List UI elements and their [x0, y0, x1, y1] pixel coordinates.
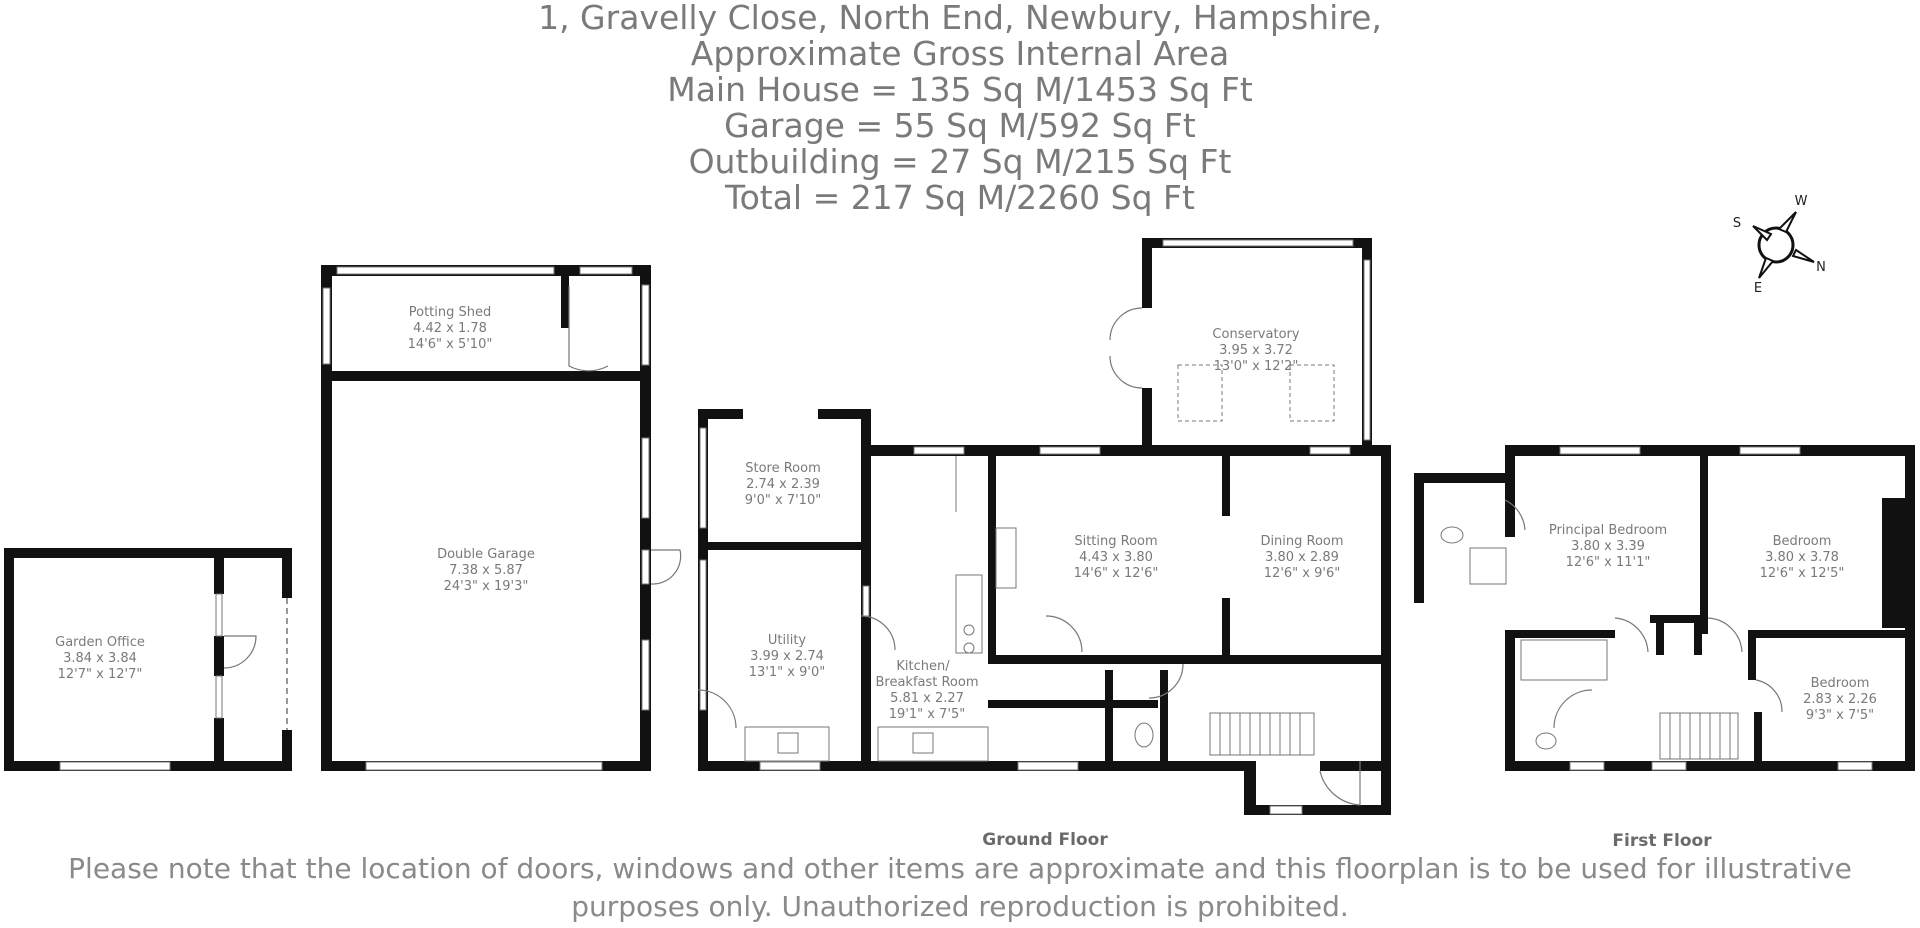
- garden-office-imperial: 12'7" x 12'7": [57, 667, 143, 682]
- outbuilding-area: Outbuilding = 27 Sq M/215 Sq Ft: [688, 142, 1232, 181]
- compass-w-label: W: [1794, 194, 1808, 209]
- kitchen-metric: 5.81 x 2.27: [890, 691, 964, 706]
- bedroom-3-imperial: 9'3" x 7'5": [1805, 708, 1875, 723]
- kitchen-imperial: 19'1" x 7'5": [888, 707, 966, 722]
- sitting-room-label: Sitting Room: [1074, 534, 1158, 549]
- double-garage-label: Double Garage: [437, 547, 535, 562]
- bedroom-2-metric: 3.80 x 3.78: [1765, 550, 1839, 565]
- principal-bedroom-imperial: 12'6" x 11'1": [1565, 555, 1651, 570]
- garden-office-structure: [4, 548, 292, 771]
- double-garage-metric: 7.38 x 5.87: [449, 563, 523, 578]
- compass-s-label: S: [1732, 216, 1742, 231]
- conservatory-metric: 3.95 x 3.72: [1219, 343, 1293, 358]
- garden-office-label: Garden Office: [55, 635, 145, 650]
- ground-floor-label: Ground Floor: [982, 830, 1108, 850]
- dining-room-label: Dining Room: [1260, 534, 1344, 549]
- conservatory-imperial: 13'0" x 12'2": [1213, 359, 1299, 374]
- compass-n-label: N: [1816, 260, 1826, 275]
- utility-label: Utility: [767, 633, 807, 648]
- store-room-label: Store Room: [745, 461, 821, 476]
- potting-shed-metric: 4.42 x 1.78: [413, 321, 487, 336]
- disclaimer-line-1: Please note that the location of doors, windows and other items are approximate and this floorplan is to be used for illustrative: [68, 852, 1852, 885]
- compass-icon: [1733, 194, 1826, 296]
- store-room-imperial: 9'0" x 7'10": [744, 493, 822, 508]
- utility-imperial: 13'1" x 9'0": [748, 665, 826, 680]
- principal-bedroom-label: Principal Bedroom: [1548, 523, 1668, 538]
- dining-room-imperial: 12'6" x 9'6": [1263, 566, 1341, 581]
- first-floor-label: First Floor: [1612, 831, 1712, 851]
- address-line: 1, Gravelly Close, North End, Newbury, Hampshire,: [538, 0, 1382, 37]
- conservatory-label: Conservatory: [1212, 327, 1300, 342]
- bedroom-2-imperial: 12'6" x 12'5": [1759, 566, 1845, 581]
- garden-office-metric: 3.84 x 3.84: [63, 651, 137, 666]
- principal-bedroom-metric: 3.80 x 3.39: [1571, 539, 1645, 554]
- potting-shed-imperial: 14'6" x 5'10": [407, 337, 493, 352]
- utility-metric: 3.99 x 2.74: [750, 649, 824, 664]
- area-title: Approximate Gross Internal Area: [690, 34, 1230, 73]
- double-garage-imperial: 24'3" x 19'3": [443, 579, 529, 594]
- dining-room-metric: 3.80 x 2.89: [1265, 550, 1339, 565]
- garage-area: Garage = 55 Sq M/592 Sq Ft: [724, 106, 1196, 145]
- total-area: Total = 217 Sq M/2260 Sq Ft: [725, 178, 1195, 217]
- kitchen-label: Kitchen/: [896, 659, 950, 674]
- bedroom-2-label: Bedroom: [1772, 534, 1832, 549]
- disclaimer: [0, 850, 1920, 926]
- sitting-room-metric: 4.43 x 3.80: [1079, 550, 1153, 565]
- bedroom-3-label: Bedroom: [1810, 676, 1870, 691]
- store-room-metric: 2.74 x 2.39: [746, 477, 820, 492]
- disclaimer-line-2: purposes only. Unauthorized reproduction is prohibited.: [571, 890, 1349, 923]
- garage-structure: [321, 265, 681, 771]
- potting-shed-label: Potting Shed: [408, 305, 492, 320]
- kitchen-label-2: Breakfast Room: [875, 675, 979, 690]
- sitting-room-imperial: 14'6" x 12'6": [1073, 566, 1159, 581]
- main-house-area: Main House = 135 Sq M/1453 Sq Ft: [667, 70, 1253, 109]
- compass-e-label: E: [1753, 281, 1763, 296]
- bedroom-3-metric: 2.83 x 2.26: [1803, 692, 1877, 707]
